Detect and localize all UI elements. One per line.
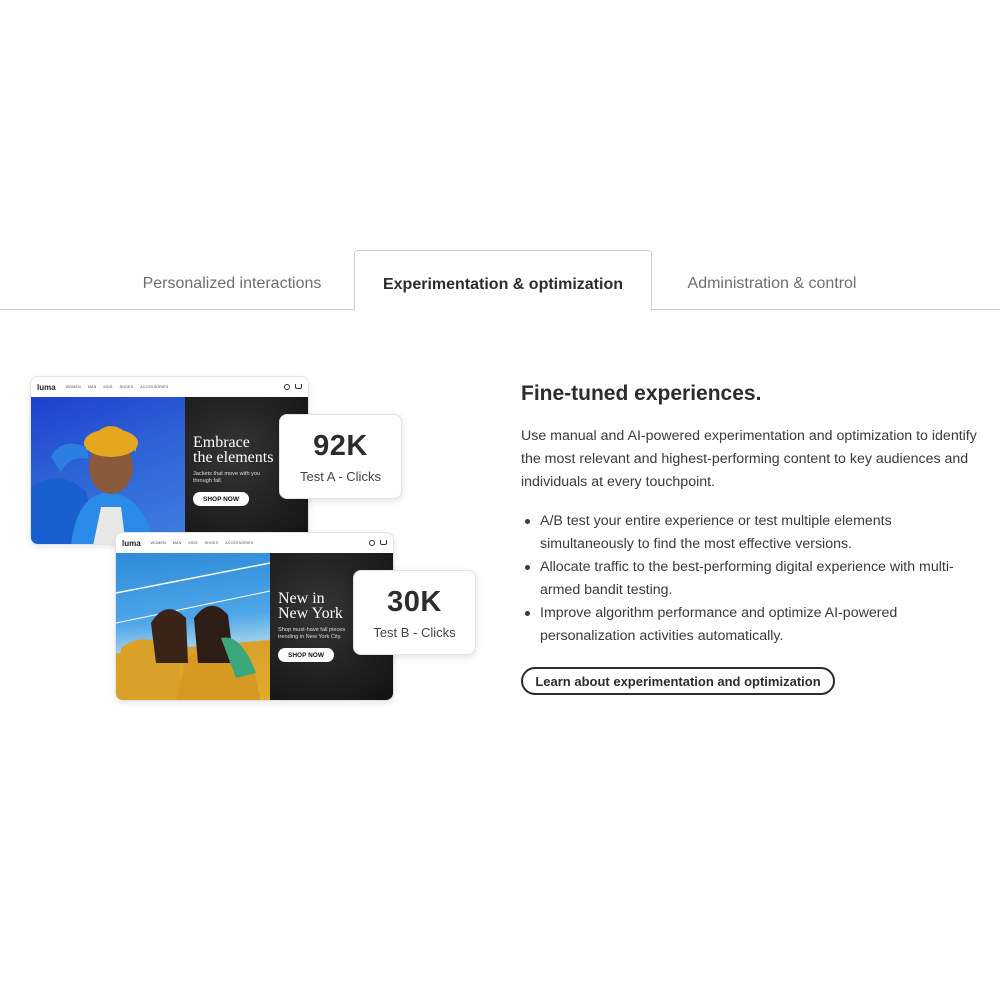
headline-line: the elements — [193, 449, 274, 466]
feature-list — [521, 510, 987, 648]
cart-icon — [295, 384, 302, 389]
nav-item: WOMEN — [65, 385, 81, 389]
luma-logo: luma — [37, 382, 56, 392]
list-item: A/B test your entire experience or test multiple elements simultaneously to find the most effective versions. — [521, 510, 987, 556]
nav-item: KIDS — [188, 541, 198, 545]
learn-more-button[interactable]: Learn about experimentation and optimization — [521, 667, 835, 695]
headline-line: New in — [278, 590, 325, 607]
list-item: Allocate traffic to the best-performing digital experience with multi-armed bandit testing. — [521, 556, 987, 602]
tab-administration-control[interactable]: Administration & control — [687, 275, 857, 292]
section-heading: Fine-tuned experiences. — [521, 382, 762, 405]
user-icon — [284, 384, 290, 390]
nav-item: MAN — [87, 385, 97, 389]
tab-experimentation-optimization[interactable]: Experimentation & optimization — [354, 250, 652, 311]
model-figure-icon — [31, 397, 185, 544]
stat-label: Test A - Clicks — [300, 468, 381, 484]
mock-site-hero — [116, 553, 393, 700]
nav-item: WOMEN — [150, 541, 166, 545]
mock-site-hero — [31, 397, 308, 544]
stat-value: 92K — [313, 429, 368, 462]
promo-subtext: Shop must-have fall pieces trending in New York City. — [278, 627, 346, 640]
models-photo — [116, 553, 270, 700]
mock-site-nav — [31, 377, 308, 397]
shop-now-button: SHOP NOW — [278, 648, 334, 662]
nav-item: SHOES — [119, 385, 134, 389]
nav-item: ACCESSORIES — [140, 385, 169, 389]
shop-now-button: SHOP NOW — [193, 492, 249, 506]
tab-bar — [0, 250, 1000, 310]
promo-subtext: Jackets that move with you through fall. — [193, 471, 261, 484]
list-item: Improve algorithm performance and optimize AI-powered personalization activities automatically. — [521, 602, 987, 648]
stat-card-test-a — [279, 414, 402, 499]
nav-item: KIDS — [103, 385, 113, 389]
nav-item: ACCESSORIES — [225, 541, 254, 545]
model-photo — [31, 397, 185, 544]
mock-site-nav — [116, 533, 393, 553]
models-figure-icon — [116, 553, 270, 700]
cart-icon — [380, 540, 387, 545]
feature-content — [521, 380, 987, 648]
section-description: Use manual and AI-powered experimentation and optimization to identify the most relevant and highest-performing content to key audiences and individuals at every touchpoint. — [521, 428, 977, 490]
stat-value: 30K — [387, 585, 442, 618]
luma-logo: luma — [122, 538, 141, 548]
nav-item: MAN — [172, 541, 182, 545]
user-icon — [369, 540, 375, 546]
stat-label: Test B - Clicks — [373, 624, 456, 640]
nav-item: SHOES — [204, 541, 219, 545]
mock-site-test-a — [30, 376, 309, 545]
stat-card-test-b — [353, 570, 476, 655]
headline-line: New York — [278, 605, 343, 622]
tab-personalized-interactions[interactable]: Personalized interactions — [142, 275, 322, 292]
headline-line: Embrace — [193, 434, 250, 451]
